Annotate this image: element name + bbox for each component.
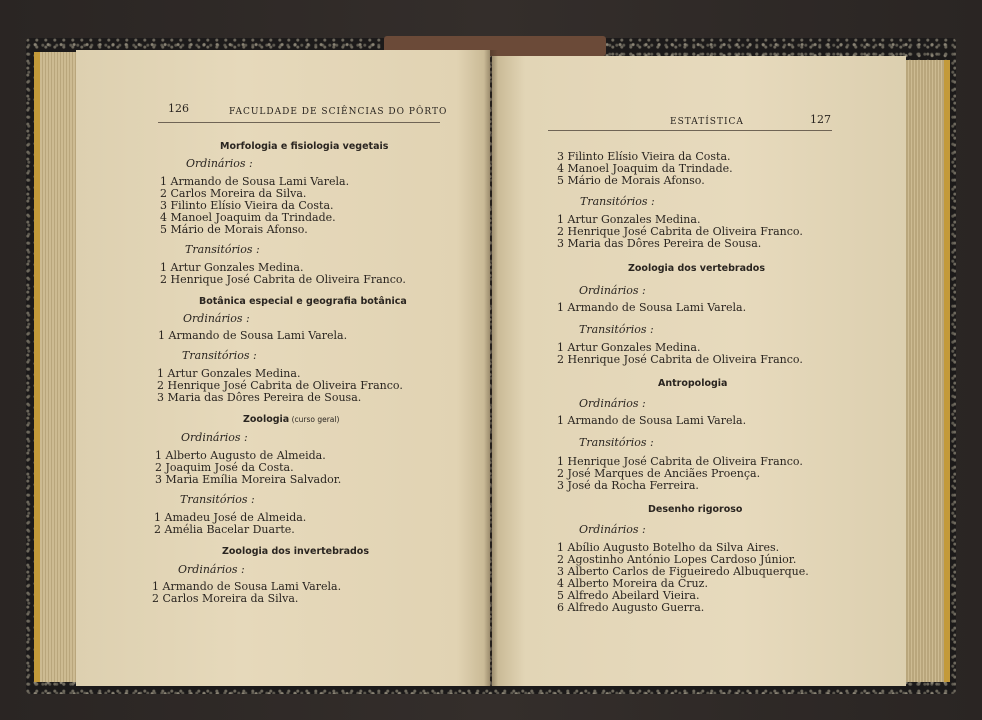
left-line-text: Transitórios :: [182, 349, 257, 362]
right-student-entry: [557, 175, 705, 187]
left-page-number: 126: [168, 102, 189, 115]
left-line-text: 1 Alberto Augusto de Almeida.: [155, 449, 326, 462]
left-line-text: 2 Henrique José Cabrita de Oliveira Franco.: [160, 273, 406, 286]
right-line-text: Transitórios :: [580, 195, 655, 208]
left-line-text: Ordinários :: [186, 157, 253, 170]
right-line-text: 1 Artur Gonzales Medina.: [557, 213, 701, 226]
right-line-text: 1 Henrique José Cabrita de Oliveira Franco.: [557, 455, 803, 468]
left-line-text: 3 Filinto Elísio Vieira da Costa.: [160, 199, 334, 212]
left-category-label: [180, 494, 255, 506]
right-line-text: 3 Alberto Carlos de Figueiredo Albuquerque.: [557, 565, 809, 578]
left-line-text: Ordinários :: [181, 431, 248, 444]
right-line-text: 6 Alfredo Augusto Guerra.: [557, 601, 705, 614]
left-line-text: 5 Mário de Morais Afonso.: [160, 223, 308, 236]
left-student-entry: [154, 524, 295, 536]
right-student-entry: [557, 238, 761, 250]
right-line-text: 4 Alberto Moreira da Cruz.: [557, 577, 708, 590]
left-line-text: 1 Armando de Sousa Lami Varela.: [158, 329, 348, 342]
right-category-label: [579, 324, 654, 336]
left-line-text: 4 Manoel Joaquim da Trindade.: [160, 211, 336, 224]
left-section-heading: [199, 296, 407, 308]
left-category-label: [178, 564, 245, 576]
left-line-text: 1 Artur Gonzales Medina.: [160, 261, 304, 274]
right-line-text: Transitórios :: [579, 436, 654, 449]
left-student-entry: [160, 224, 308, 236]
right-page-edges: [900, 60, 950, 682]
left-student-entry: [157, 392, 361, 404]
right-section-heading: [658, 378, 727, 390]
right-section-heading: [648, 504, 742, 516]
right-line-text: 3 Filinto Elísio Vieira da Costa.: [557, 150, 731, 163]
right-section-heading: [628, 263, 765, 275]
right-line-text: 3 Maria das Dôres Pereira de Sousa.: [557, 237, 762, 250]
right-line-text: 5 Mário de Morais Afonso.: [557, 174, 705, 187]
left-line-text: 1 Artur Gonzales Medina.: [157, 367, 301, 380]
right-running-head: ESTATÍSTICA: [670, 117, 744, 127]
right-line-text: Antropologia: [658, 378, 728, 389]
right-student-entry: [557, 354, 803, 366]
left-line-text: 2 Carlos Moreira da Silva.: [152, 592, 299, 605]
right-line-text: 1 Armando de Sousa Lami Varela.: [557, 301, 747, 314]
left-line-text: Transitórios :: [180, 493, 255, 506]
left-line-text: Ordinários :: [178, 563, 245, 576]
left-student-entry: [152, 593, 298, 605]
left-line-text: 1 Armando de Sousa Lami Varela.: [152, 580, 342, 593]
right-line-text: 2 Henrique José Cabrita de Oliveira Franco.: [557, 353, 803, 366]
right-line-text: Desenho rigoroso: [648, 504, 743, 515]
left-line-text: Ordinários :: [183, 312, 250, 325]
left-line-text: Botânica especial e geografia botânica: [199, 296, 407, 307]
left-line-text: 1 Armando de Sousa Lami Varela.: [160, 175, 350, 188]
right-line-text: 2 José Marques de Anciães Proença.: [557, 467, 761, 480]
right-category-label: [580, 196, 655, 208]
right-student-entry: [557, 602, 704, 614]
left-student-entry: [158, 330, 347, 342]
left-line-text: 2 Joaquim José da Costa.: [155, 461, 294, 474]
left-line-text: Zoologia dos invertebrados: [222, 546, 369, 557]
left-line-text: Morfologia e fisiologia vegetais: [220, 141, 389, 152]
right-line-text: 4 Manoel Joaquim da Trindade.: [557, 162, 733, 175]
left-line-text: 2 Amélia Bacelar Duarte.: [154, 523, 295, 536]
left-student-entry: [160, 274, 406, 286]
right-category-label: [579, 285, 646, 297]
right-line-text: 2 Agostinho António Lopes Cardoso Júnior.: [557, 553, 797, 566]
book-gutter: [484, 50, 498, 686]
right-line-text: Ordinários :: [579, 397, 646, 410]
left-line-text: 1 Amadeu José de Almeida.: [154, 511, 307, 524]
right-category-label: [579, 398, 646, 410]
left-category-label: [181, 432, 248, 444]
right-line-text: 1 Armando de Sousa Lami Varela.: [557, 414, 747, 427]
left-category-label: [182, 350, 257, 362]
right-line-text: 2 Henrique José Cabrita de Oliveira Franco.: [557, 225, 803, 238]
right-line-text: Ordinários :: [579, 523, 646, 536]
right-line-text: 1 Artur Gonzales Medina.: [557, 341, 701, 354]
left-running-head: FACULDADE DE SCIÊNCIAS DO PÔRTO: [229, 107, 448, 117]
left-category-label: [185, 244, 260, 256]
left-student-entry: [155, 474, 341, 486]
left-line-text: Zoologia: [243, 414, 290, 425]
left-heading-note: (curso geral): [289, 415, 340, 424]
left-line-text: 2 Henrique José Cabrita de Oliveira Franco.: [157, 379, 403, 392]
right-line-text: 1 Abílio Augusto Botelho da Silva Aires.: [557, 541, 780, 554]
left-section-heading: [222, 546, 369, 558]
left-line-text: 3 Maria das Dôres Pereira de Sousa.: [157, 391, 362, 404]
right-line-text: 5 Alfredo Abeilard Vieira.: [557, 589, 700, 602]
right-line-text: 3 José da Rocha Ferreira.: [557, 479, 699, 492]
right-student-entry: [557, 415, 746, 427]
right-student-entry: [557, 480, 699, 492]
left-category-label: [186, 158, 253, 170]
right-line-text: Transitórios :: [579, 323, 654, 336]
right-header-rule: [548, 130, 832, 131]
left-section-heading: [220, 141, 388, 153]
left-line-text: Transitórios :: [185, 243, 260, 256]
right-category-label: [579, 437, 654, 449]
right-line-text: Ordinários :: [579, 284, 646, 297]
left-line-text: 3 Maria Emília Moreira Salvador.: [155, 473, 342, 486]
left-section-heading: [243, 414, 339, 426]
right-page-number: 127: [810, 113, 831, 126]
left-line-text: 2 Carlos Moreira da Silva.: [160, 187, 307, 200]
right-category-label: [579, 524, 646, 536]
right-student-entry: [557, 302, 746, 314]
right-line-text: Zoologia dos vertebrados: [628, 263, 765, 274]
left-header-rule: [158, 122, 440, 123]
left-category-label: [183, 313, 250, 325]
